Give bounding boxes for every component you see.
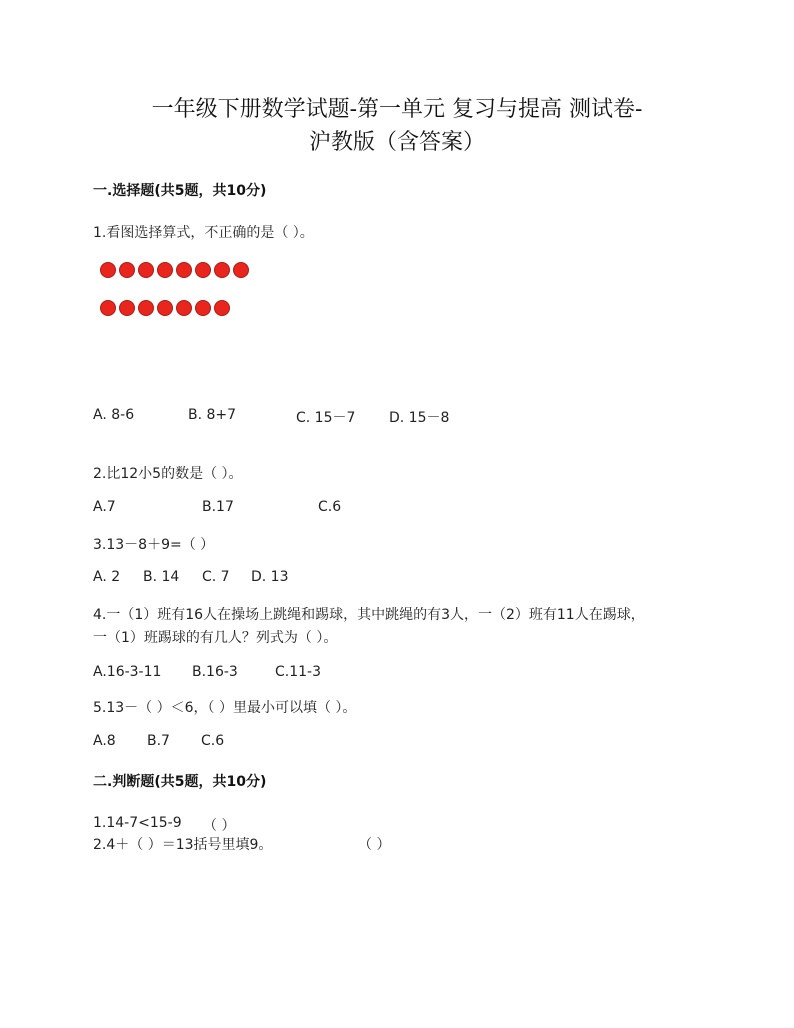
document-title-line2: 沪教版（含答案） [308,130,485,155]
q3-option-c: C. 7 [202,569,230,585]
row2-dot-2 [119,300,135,316]
document-title-line1: 一年级下册数学试题-第一单元 复习与提高 测试卷- [151,97,643,122]
q2-option-a: A.7 [93,499,116,515]
row1-dot-4 [157,262,173,278]
judgement-1-text: 1.14-7<15-9 [93,815,182,831]
row2-dot-7 [214,300,230,316]
row1-dot-8 [233,262,249,278]
row2-dot-6 [195,300,211,316]
question-2-text: 2.比12小5的数是（ ）。 [93,466,243,482]
section-heading-judgement: 二.判断题(共5题，共10分) [93,774,267,790]
row2-dot-1 [100,300,116,316]
question-4-line1: 4.一（1）班有16人在操场上跳绳和踢球，其中跳绳的有3人，一（2）班有11人在踢球， [93,607,645,623]
q1-option-c: C. 15－7 [296,410,356,426]
q3-option-b: B. 14 [143,569,180,585]
q4-option-b: B.16-3 [192,664,238,680]
question-3-text: 3.13－8＋9=（ ） [93,537,215,553]
q1-option-a: A. 8-6 [93,407,135,423]
q3-option-d: D. 13 [251,569,289,585]
question-1-text: 1.看图选择算式，不正确的是（ ）。 [93,225,314,241]
q2-option-c: C.6 [318,499,342,515]
q3-option-a: A. 2 [93,569,121,585]
q4-option-c: C.11-3 [275,664,321,680]
row1-dot-1 [100,262,116,278]
row1-dot-2 [119,262,135,278]
judgement-2-text: 2.4＋（ ）＝13括号里填9。 [93,837,273,853]
q4-option-a: A.16-3-11 [93,664,162,680]
row2-dot-4 [157,300,173,316]
row1-dot-3 [138,262,154,278]
q5-option-c: C.6 [201,733,225,749]
section-heading-choice: 一.选择题(共5题，共10分) [93,183,267,199]
row1-dot-5 [176,262,192,278]
q5-option-b: B.7 [147,733,170,749]
q1-option-b: B. 8+7 [188,407,237,423]
row2-dot-3 [138,300,154,316]
row2-dot-5 [176,300,192,316]
judgement-2-bracket: （ ） [358,837,391,853]
judgement-1-bracket: （ ） [203,818,236,834]
question-5-text: 5.13－（ ）＜6，（ ）里最小可以填（ ）。 [93,700,357,716]
q1-option-d: D. 15－8 [389,410,450,426]
row1-dot-7 [214,262,230,278]
row1-dot-6 [195,262,211,278]
q2-option-b: B.17 [202,499,234,515]
q5-option-a: A.8 [93,733,116,749]
question-4-line2: 一（1）班踢球的有几人？列式为（ ）。 [93,630,338,646]
